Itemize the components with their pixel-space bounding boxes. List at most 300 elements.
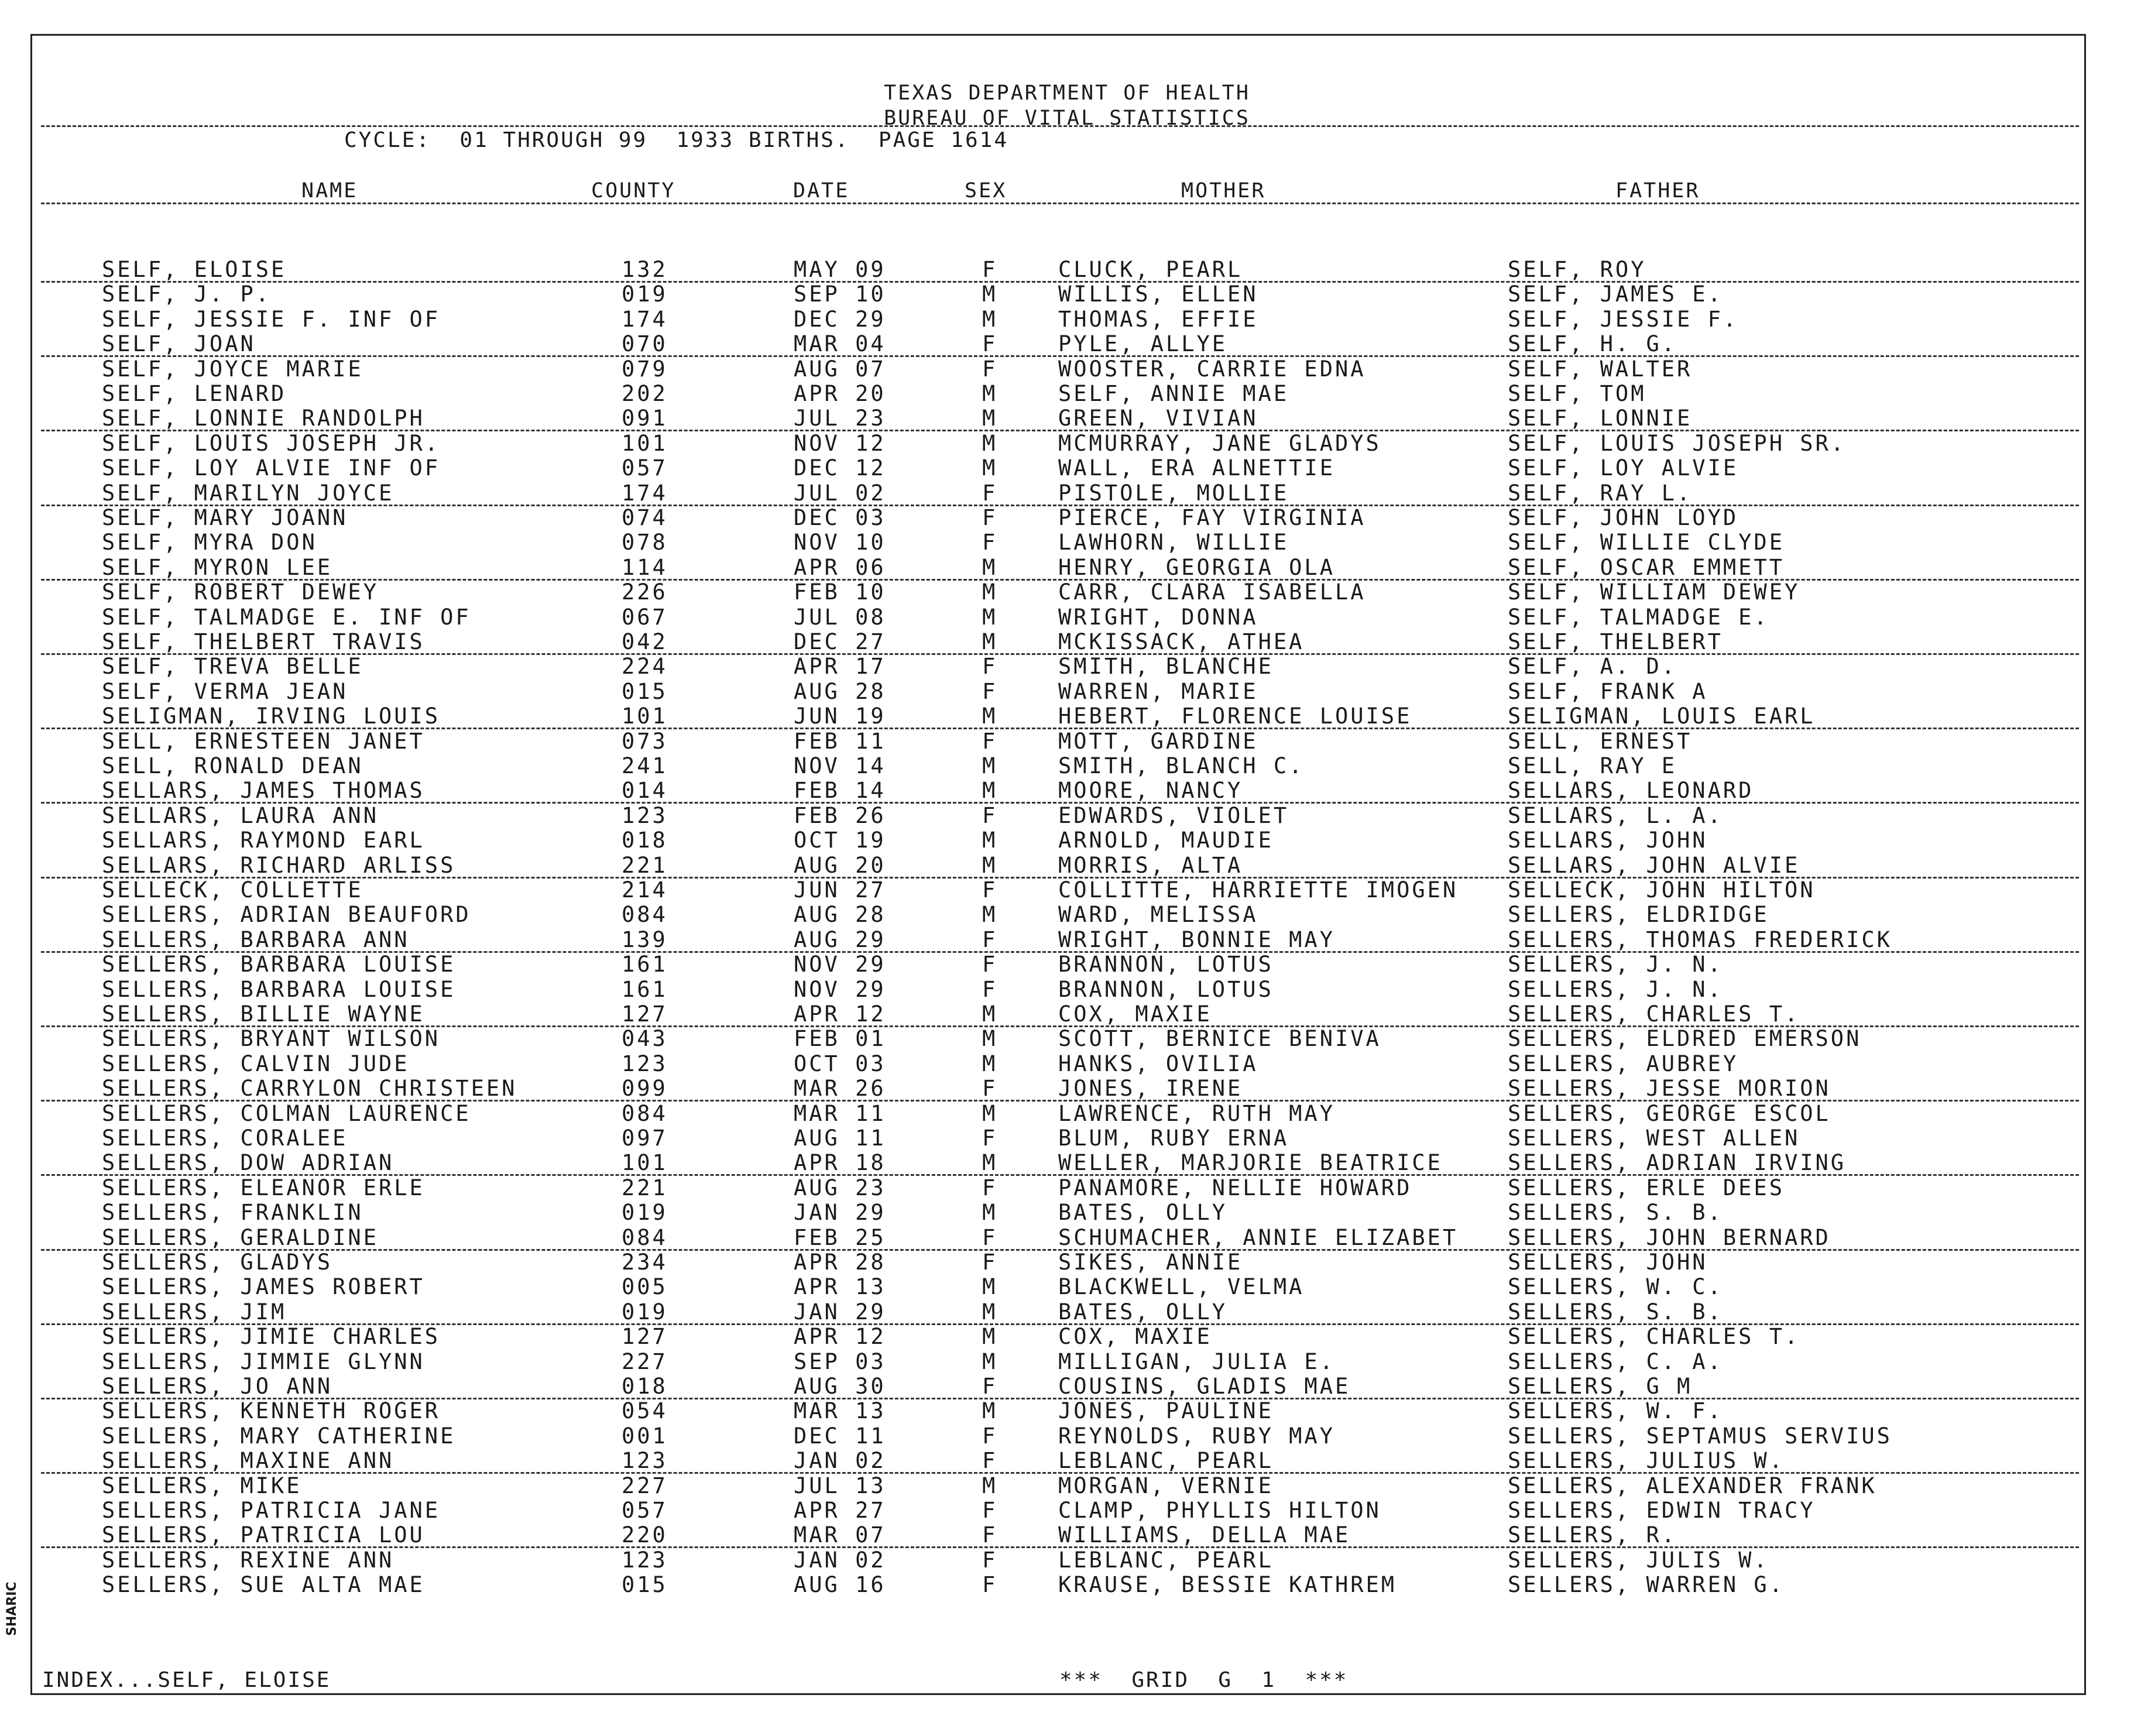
cell-name: SELLERS, MARY CATHERINE xyxy=(102,1423,456,1449)
cell-father: SELF, LOY ALVIE xyxy=(1508,455,1739,481)
table-row xyxy=(0,1200,2134,1225)
cell-mother: COX, MAXIE xyxy=(1058,1001,1212,1027)
cell-date: AUG 07 xyxy=(794,356,886,382)
cell-date: APR 13 xyxy=(794,1274,886,1300)
cell-father: SELF, LOUIS JOSEPH SR. xyxy=(1508,430,1847,456)
cell-mother: SCHUMACHER, ANNIE ELIZABET xyxy=(1058,1224,1459,1250)
cell-name: SELF, J. P. xyxy=(102,282,272,307)
side-label: SHARIC xyxy=(5,1581,19,1636)
cell-mother: MORRIS, ALTA xyxy=(1058,852,1243,878)
cell-father: SELLERS, G M xyxy=(1508,1374,1693,1399)
cell-county: 015 xyxy=(622,678,668,704)
cell-mother: LAWHORN, WILLIE xyxy=(1058,530,1289,555)
cell-mother: THOMAS, EFFIE xyxy=(1058,306,1258,332)
cell-date: FEB 10 xyxy=(794,579,886,605)
cell-father: SELLERS, ERLE DEES xyxy=(1508,1175,1785,1200)
table-row xyxy=(0,282,2134,307)
department-title: TEXAS DEPARTMENT OF HEALTH xyxy=(884,81,1250,105)
cell-mother: SMITH, BLANCH C. xyxy=(1058,753,1305,778)
cell-date: MAR 13 xyxy=(794,1398,886,1424)
cell-name: SELF, ELOISE xyxy=(102,257,287,282)
cell-mother: SIKES, ANNIE xyxy=(1058,1250,1243,1275)
table-row xyxy=(0,1449,2134,1473)
cell-mother: PISTOLE, MOLLIE xyxy=(1058,480,1289,506)
cell-mother: PYLE, ALLYE xyxy=(1058,331,1228,357)
cell-sex: M xyxy=(982,579,998,605)
cell-date: JAN 29 xyxy=(794,1200,886,1226)
table-row xyxy=(0,382,2134,406)
cell-sex: F xyxy=(982,356,998,382)
cell-mother: CLUCK, PEARL xyxy=(1058,257,1243,282)
cell-name: SELLERS, BARBARA LOUISE xyxy=(102,952,456,977)
cell-date: DEC 29 xyxy=(794,306,886,332)
cell-date: AUG 23 xyxy=(794,1175,886,1200)
cell-father: SELLERS, JOHN BERNARD xyxy=(1508,1224,1831,1250)
cell-county: 054 xyxy=(622,1398,668,1424)
cell-county: 123 xyxy=(622,1448,668,1474)
cell-name: SELF, MYRON LEE xyxy=(102,554,333,580)
cell-date: MAR 07 xyxy=(794,1522,886,1548)
bureau-title: BUREAU OF VITAL STATISTICS xyxy=(884,107,1250,130)
cell-father: SELLARS, JOHN ALVIE xyxy=(1508,852,1800,878)
cell-county: 091 xyxy=(622,406,668,431)
cell-father: SELLERS, R. xyxy=(1508,1522,1677,1548)
cell-father: SELF, WALTER xyxy=(1508,356,1693,382)
cell-father: SELLERS, ELDRED EMERSON xyxy=(1508,1026,1862,1052)
cell-sex: F xyxy=(982,1448,998,1474)
cell-date: NOV 29 xyxy=(794,952,886,977)
cell-name: SELLERS, KENNETH ROGER xyxy=(102,1398,441,1424)
cell-date: FEB 01 xyxy=(794,1026,886,1052)
table-row xyxy=(0,804,2134,828)
cell-sex: M xyxy=(982,1299,998,1325)
table-row xyxy=(0,1151,2134,1175)
cell-father: SELLERS, S. B. xyxy=(1508,1299,1723,1325)
cell-mother: HENRY, GEORGIA OLA xyxy=(1058,554,1335,580)
cell-sex: F xyxy=(982,1175,998,1200)
column-header-mother: MOTHER xyxy=(1181,179,1266,203)
cell-sex: M xyxy=(982,1274,998,1300)
cell-county: 224 xyxy=(622,654,668,680)
cell-mother: PANAMORE, NELLIE HOWARD xyxy=(1058,1175,1412,1200)
cell-father: SELIGMAN, LOUIS EARL xyxy=(1508,704,1816,729)
cell-county: 161 xyxy=(622,952,668,977)
table-row xyxy=(0,704,2134,729)
cell-name: SELLERS, GERALDINE xyxy=(102,1224,379,1250)
cell-county: 074 xyxy=(622,505,668,530)
cell-name: SELF, LENARD xyxy=(102,381,287,406)
cell-date: APR 28 xyxy=(794,1250,886,1275)
cell-sex: M xyxy=(982,1051,998,1076)
cell-name: SELLERS, JIM xyxy=(102,1299,287,1325)
cell-mother: WARD, MELISSA xyxy=(1058,902,1258,928)
index-footer: INDEX...SELF, ELOISE xyxy=(42,1668,331,1692)
cell-date: JAN 02 xyxy=(794,1547,886,1573)
cell-mother: CARR, CLARA ISABELLA xyxy=(1058,579,1366,605)
cell-sex: F xyxy=(982,480,998,506)
column-header-date: DATE xyxy=(793,179,850,203)
cell-mother: MOORE, NANCY xyxy=(1058,778,1243,804)
cell-name: SELLERS, MAXINE ANN xyxy=(102,1448,394,1474)
cell-date: JAN 02 xyxy=(794,1448,886,1474)
cell-father: SELLARS, L. A. xyxy=(1508,802,1723,828)
cell-county: 227 xyxy=(622,1349,668,1374)
table-row xyxy=(0,1325,2134,1349)
cell-county: 214 xyxy=(622,877,668,903)
cell-sex: M xyxy=(982,1100,998,1126)
cell-father: SELLERS, W. C. xyxy=(1508,1274,1723,1300)
table-row xyxy=(0,828,2134,853)
table-row xyxy=(0,903,2134,927)
cell-county: 070 xyxy=(622,331,668,357)
cell-sex: M xyxy=(982,704,998,729)
cell-name: SELLERS, FRANKLIN xyxy=(102,1200,363,1226)
cell-father: SELLERS, ALEXANDER FRANK xyxy=(1508,1473,1877,1498)
cell-county: 099 xyxy=(622,1076,668,1102)
cell-name: SELLERS, REXINE ANN xyxy=(102,1547,394,1573)
cell-name: SELLERS, SUE ALTA MAE xyxy=(102,1572,425,1598)
cell-county: 079 xyxy=(622,356,668,382)
cell-date: FEB 11 xyxy=(794,728,886,754)
cell-name: SELLERS, JAMES ROBERT xyxy=(102,1274,425,1300)
cell-sex: M xyxy=(982,1150,998,1176)
table-row xyxy=(0,1176,2134,1200)
cell-father: SELF, JESSIE F. xyxy=(1508,306,1739,332)
cell-county: 015 xyxy=(622,1572,668,1598)
cell-mother: MOTT, GARDINE xyxy=(1058,728,1258,754)
cell-sex: M xyxy=(982,828,998,853)
cell-mother: SCOTT, BERNICE BENIVA xyxy=(1058,1026,1381,1052)
cell-name: SELF, LOY ALVIE INF OF xyxy=(102,455,441,481)
table-row xyxy=(0,1498,2134,1523)
cell-date: FEB 14 xyxy=(794,778,886,804)
cell-name: SELLERS, JIMMIE GLYNN xyxy=(102,1349,425,1374)
table-row xyxy=(0,1523,2134,1548)
cell-county: 139 xyxy=(622,927,668,952)
cell-mother: WELLER, MARJORIE BEATRICE xyxy=(1058,1150,1443,1176)
cell-county: 078 xyxy=(622,530,668,555)
cell-county: 114 xyxy=(622,554,668,580)
cell-father: SELF, JAMES E. xyxy=(1508,282,1723,307)
cell-name: SELLERS, CALVIN JUDE xyxy=(102,1051,410,1076)
cell-date: AUG 28 xyxy=(794,678,886,704)
cell-date: SEP 03 xyxy=(794,1349,886,1374)
cell-sex: M xyxy=(982,406,998,431)
cell-sex: F xyxy=(982,1250,998,1275)
cell-mother: BLACKWELL, VELMA xyxy=(1058,1274,1305,1300)
cell-name: SELLERS, BILLIE WAYNE xyxy=(102,1001,425,1027)
table-row xyxy=(0,456,2134,481)
cell-date: APR 20 xyxy=(794,381,886,406)
table-row xyxy=(0,580,2134,605)
cell-county: 226 xyxy=(622,579,668,605)
cell-father: SELLARS, LEONARD xyxy=(1508,778,1754,804)
table-row xyxy=(0,1424,2134,1449)
cell-father: SELLERS, AUBREY xyxy=(1508,1051,1739,1076)
cell-father: SELF, JOHN LOYD xyxy=(1508,505,1739,530)
cell-father: SELLERS, ADRIAN IRVING xyxy=(1508,1150,1847,1176)
cell-date: AUG 29 xyxy=(794,927,886,952)
cell-mother: LEBLANC, PEARL xyxy=(1058,1547,1274,1573)
cell-county: 043 xyxy=(622,1026,668,1052)
cell-father: SELLERS, EDWIN TRACY xyxy=(1508,1498,1816,1523)
cell-mother: BRANNON, LOTUS xyxy=(1058,976,1274,1002)
cell-sex: M xyxy=(982,852,998,878)
cell-date: DEC 11 xyxy=(794,1423,886,1449)
cell-father: SELF, WILLIAM DEWEY xyxy=(1508,579,1800,605)
table-row xyxy=(0,680,2134,704)
cell-sex: F xyxy=(982,1126,998,1151)
cell-sex: F xyxy=(982,654,998,680)
column-header-name: NAME xyxy=(301,179,358,203)
cell-father: SELLERS, JULIS W. xyxy=(1508,1547,1769,1573)
column-header-sex: SEX xyxy=(965,179,1007,203)
cell-name: SELF, TALMADGE E. INF OF xyxy=(102,604,471,630)
cell-sex: M xyxy=(982,778,998,804)
table-row xyxy=(0,853,2134,878)
table-row xyxy=(0,307,2134,332)
cell-date: AUG 11 xyxy=(794,1126,886,1151)
cell-county: 161 xyxy=(622,976,668,1002)
cell-name: SELLERS, BARBARA LOUISE xyxy=(102,976,456,1002)
cell-date: NOV 14 xyxy=(794,753,886,778)
cell-father: SELF, OSCAR EMMETT xyxy=(1508,554,1785,580)
cell-father: SELLERS, THOMAS FREDERICK xyxy=(1508,927,1892,952)
table-row xyxy=(0,506,2134,530)
cell-father: SELF, TALMADGE E. xyxy=(1508,604,1769,630)
cell-mother: EDWARDS, VIOLET xyxy=(1058,802,1289,828)
cell-name: SELL, ERNESTEEN JANET xyxy=(102,728,425,754)
cell-county: 174 xyxy=(622,480,668,506)
cell-sex: M xyxy=(982,1398,998,1424)
cell-sex: F xyxy=(982,1547,998,1573)
cell-date: JUL 08 xyxy=(794,604,886,630)
cell-father: SELLERS, CHARLES T. xyxy=(1508,1324,1800,1350)
cell-county: 018 xyxy=(622,828,668,853)
cell-father: SELF, THELBERT xyxy=(1508,629,1723,654)
cell-sex: M xyxy=(982,902,998,928)
cell-date: JUL 23 xyxy=(794,406,886,431)
table-row xyxy=(0,1250,2134,1275)
cell-county: 097 xyxy=(622,1126,668,1151)
cell-county: 202 xyxy=(622,381,668,406)
cell-sex: M xyxy=(982,1324,998,1350)
cell-mother: REYNOLDS, RUBY MAY xyxy=(1058,1423,1335,1449)
table-row xyxy=(0,1102,2134,1126)
cell-sex: F xyxy=(982,331,998,357)
cell-mother: KRAUSE, BESSIE KATHREM xyxy=(1058,1572,1397,1598)
cell-mother: BATES, OLLY xyxy=(1058,1299,1228,1325)
table-row xyxy=(0,778,2134,803)
cell-date: FEB 26 xyxy=(794,802,886,828)
cell-father: SELLERS, S. B. xyxy=(1508,1200,1723,1226)
cell-father: SELLERS, JOHN xyxy=(1508,1250,1708,1275)
cell-date: DEC 27 xyxy=(794,629,886,654)
table-row xyxy=(0,977,2134,1002)
cell-mother: COX, MAXIE xyxy=(1058,1324,1212,1350)
cell-county: 221 xyxy=(622,852,668,878)
cell-mother: MCKISSACK, ATHEA xyxy=(1058,629,1305,654)
cell-mother: JONES, PAULINE xyxy=(1058,1398,1274,1424)
cell-sex: M xyxy=(982,1200,998,1226)
cell-county: 019 xyxy=(622,282,668,307)
cell-sex: F xyxy=(982,952,998,977)
cell-date: JUN 27 xyxy=(794,877,886,903)
table-row xyxy=(0,1573,2134,1597)
table-row xyxy=(0,1076,2134,1101)
cell-mother: PIERCE, FAY VIRGINIA xyxy=(1058,505,1366,530)
cell-sex: F xyxy=(982,802,998,828)
cell-name: SELF, TREVA BELLE xyxy=(102,654,363,680)
cell-name: SELLARS, RICHARD ARLISS xyxy=(102,852,456,878)
cell-sex: F xyxy=(982,1522,998,1548)
cell-mother: MCMURRAY, JANE GLADYS xyxy=(1058,430,1381,456)
cell-mother: CLAMP, PHYLLIS HILTON xyxy=(1058,1498,1381,1523)
cell-name: SELLERS, CORALEE xyxy=(102,1126,348,1151)
cell-county: 101 xyxy=(622,1150,668,1176)
cell-name: SELF, JESSIE F. INF OF xyxy=(102,306,441,332)
cell-date: AUG 30 xyxy=(794,1374,886,1399)
cell-name: SELF, JOAN xyxy=(102,331,256,357)
cell-name: SELF, LOUIS JOSEPH JR. xyxy=(102,430,441,456)
cell-mother: BLUM, RUBY ERNA xyxy=(1058,1126,1289,1151)
cell-name: SELF, THELBERT TRAVIS xyxy=(102,629,425,654)
cell-father: SELF, H. G. xyxy=(1508,331,1677,357)
cell-date: NOV 29 xyxy=(794,976,886,1002)
cell-county: 220 xyxy=(622,1522,668,1548)
cell-county: 001 xyxy=(622,1423,668,1449)
cell-name: SELF, ROBERT DEWEY xyxy=(102,579,379,605)
cell-name: SELLERS, GLADYS xyxy=(102,1250,333,1275)
cell-mother: WILLIS, ELLEN xyxy=(1058,282,1258,307)
cell-sex: F xyxy=(982,1374,998,1399)
cell-county: 174 xyxy=(622,306,668,332)
table-row xyxy=(0,1350,2134,1374)
cell-father: SELLERS, W. F. xyxy=(1508,1398,1723,1424)
cell-date: OCT 19 xyxy=(794,828,886,853)
cell-date: NOV 12 xyxy=(794,430,886,456)
cell-mother: COUSINS, GLADIS MAE xyxy=(1058,1374,1351,1399)
cell-mother: WRIGHT, DONNA xyxy=(1058,604,1258,630)
table-row xyxy=(0,1275,2134,1299)
cell-sex: F xyxy=(982,728,998,754)
cell-father: SELLERS, WARREN G. xyxy=(1508,1572,1785,1598)
cell-sex: M xyxy=(982,1026,998,1052)
cell-name: SELF, VERMA JEAN xyxy=(102,678,348,704)
cell-county: 123 xyxy=(622,1547,668,1573)
table-row xyxy=(0,654,2134,679)
cell-county: 005 xyxy=(622,1274,668,1300)
column-header-father: FATHER xyxy=(1615,179,1700,203)
cell-mother: LEBLANC, PEARL xyxy=(1058,1448,1274,1474)
cell-name: SELL, RONALD DEAN xyxy=(102,753,363,778)
table-row xyxy=(0,1027,2134,1051)
cell-father: SELLERS, J. N. xyxy=(1508,952,1723,977)
cell-county: 018 xyxy=(622,1374,668,1399)
cell-sex: M xyxy=(982,604,998,630)
cell-county: 019 xyxy=(622,1299,668,1325)
cell-date: AUG 20 xyxy=(794,852,886,878)
cell-sex: M xyxy=(982,554,998,580)
cell-date: AUG 28 xyxy=(794,902,886,928)
cell-name: SELLERS, BARBARA ANN xyxy=(102,927,410,952)
cell-county: 241 xyxy=(622,753,668,778)
table-row xyxy=(0,729,2134,754)
cell-mother: WOOSTER, CARRIE EDNA xyxy=(1058,356,1366,382)
table-row xyxy=(0,1226,2134,1250)
cell-name: SELF, MYRA DON xyxy=(102,530,317,555)
cell-county: 221 xyxy=(622,1175,668,1200)
cell-mother: WRIGHT, BONNIE MAY xyxy=(1058,927,1335,952)
cell-county: 014 xyxy=(622,778,668,804)
table-row xyxy=(0,258,2134,282)
table-row xyxy=(0,332,2134,356)
cell-father: SELF, LONNIE xyxy=(1508,406,1693,431)
cell-date: DEC 03 xyxy=(794,505,886,530)
cell-county: 127 xyxy=(622,1001,668,1027)
cell-date: OCT 03 xyxy=(794,1051,886,1076)
cell-date: MAR 04 xyxy=(794,331,886,357)
table-row xyxy=(0,1300,2134,1325)
table-row xyxy=(0,481,2134,506)
table-row xyxy=(0,1548,2134,1573)
table-row xyxy=(0,630,2134,654)
cell-sex: M xyxy=(982,282,998,307)
cell-father: SELLERS, WEST ALLEN xyxy=(1508,1126,1800,1151)
cell-date: APR 18 xyxy=(794,1150,886,1176)
table-row xyxy=(0,1002,2134,1027)
cell-county: 073 xyxy=(622,728,668,754)
table-row xyxy=(0,1126,2134,1151)
table-row xyxy=(0,1052,2134,1076)
cell-sex: M xyxy=(982,381,998,406)
cell-date: SEP 10 xyxy=(794,282,886,307)
cell-county: 084 xyxy=(622,1224,668,1250)
cell-father: SELLERS, ELDRIDGE xyxy=(1508,902,1769,928)
cell-name: SELF, JOYCE MARIE xyxy=(102,356,363,382)
cell-father: SELLERS, C. A. xyxy=(1508,1349,1723,1374)
cell-date: JUN 19 xyxy=(794,704,886,729)
cell-sex: M xyxy=(982,455,998,481)
cell-sex: M xyxy=(982,1349,998,1374)
cell-sex: F xyxy=(982,877,998,903)
cell-county: 084 xyxy=(622,1100,668,1126)
cell-sex: F xyxy=(982,976,998,1002)
cell-date: APR 12 xyxy=(794,1324,886,1350)
cell-mother: ARNOLD, MAUDIE xyxy=(1058,828,1274,853)
table-row xyxy=(0,530,2134,555)
cell-date: MAR 11 xyxy=(794,1100,886,1126)
cell-sex: F xyxy=(982,505,998,530)
table-row xyxy=(0,1399,2134,1423)
cell-sex: F xyxy=(982,1498,998,1523)
cell-date: DEC 12 xyxy=(794,455,886,481)
cell-father: SELF, WILLIE CLYDE xyxy=(1508,530,1785,555)
table-row xyxy=(0,878,2134,903)
cell-county: 057 xyxy=(622,1498,668,1523)
table-row xyxy=(0,754,2134,778)
cell-father: SELF, TOM xyxy=(1508,381,1646,406)
cell-date: MAY 09 xyxy=(794,257,886,282)
cell-date: APR 27 xyxy=(794,1498,886,1523)
cell-name: SELLECK, COLLETTE xyxy=(102,877,363,903)
cell-father: SELLERS, SEPTAMUS SERVIUS xyxy=(1508,1423,1892,1449)
cell-name: SELLERS, JO ANN xyxy=(102,1374,333,1399)
cell-name: SELLERS, ELEANOR ERLE xyxy=(102,1175,425,1200)
cell-mother: MORGAN, VERNIE xyxy=(1058,1473,1274,1498)
cell-father: SELF, RAY L. xyxy=(1508,480,1693,506)
cell-mother: HANKS, OVILIA xyxy=(1058,1051,1258,1076)
